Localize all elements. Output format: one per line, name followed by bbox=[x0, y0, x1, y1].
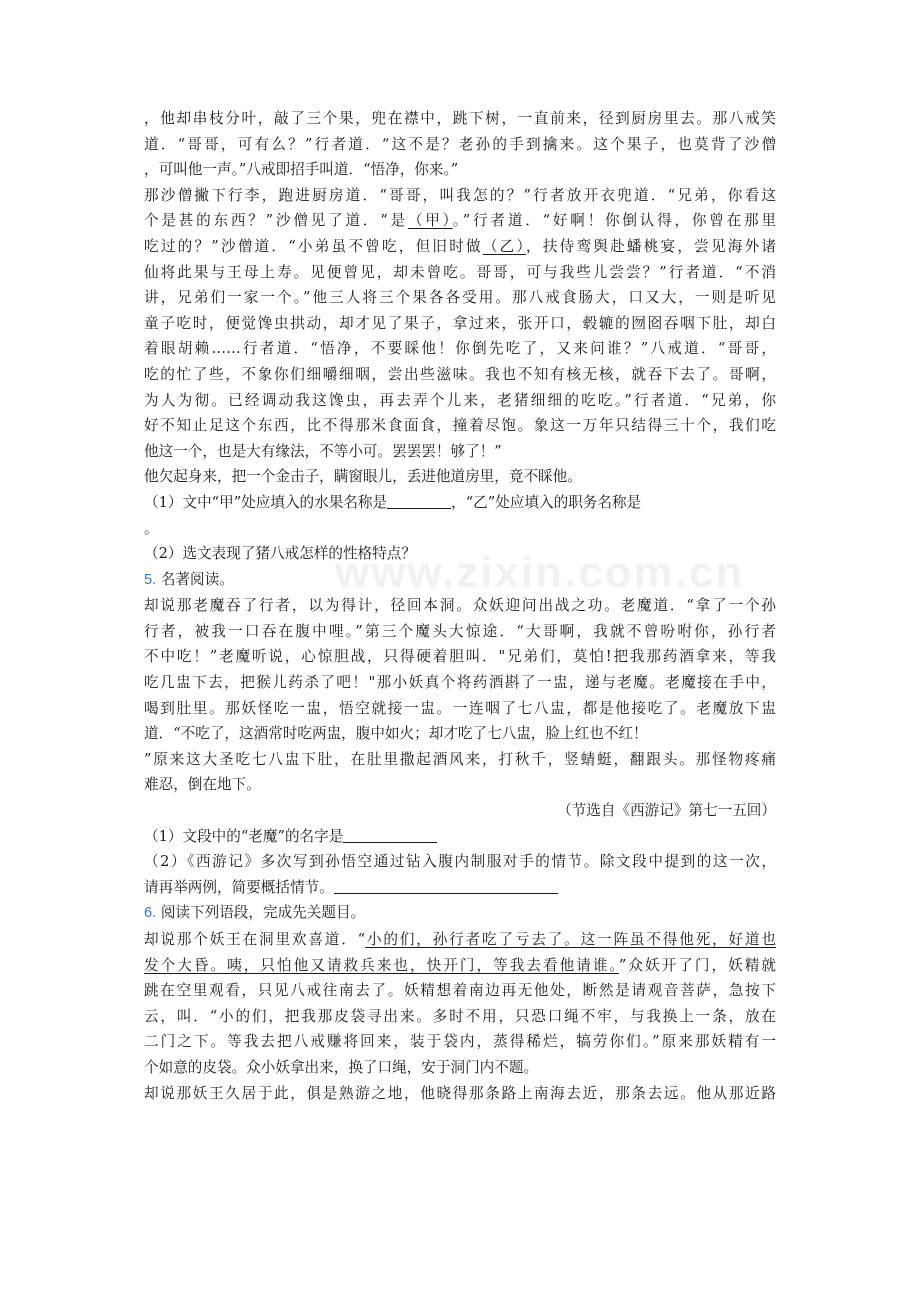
passage-line: 仙将此果与王母上寿。见便曾见，却未曾吃。哥哥，可与我些儿尝尝？”行者道．“不消 bbox=[144, 263, 776, 281]
passage-line: 他这一个，也是大有缘法，不等小可。罢罢罢！够了！” bbox=[144, 442, 502, 460]
watermark-text: www.zixin.com.cn bbox=[335, 548, 745, 597]
text-segment: 却说那个妖王在洞里欢喜道．“ bbox=[144, 931, 366, 948]
question-5-2-cont bbox=[144, 875, 776, 901]
passage-line: ，可叫他一声。”八戒即招手叫道．“悟净，你来。” bbox=[144, 161, 459, 179]
section-title: 阅读下列语段，完成先关题目。 bbox=[160, 904, 366, 922]
passage-line: 道．“哥哥，可有么？”行者道．“这不是？老孙的手到擒来。这个果子，也莫背了沙僧 bbox=[144, 135, 776, 153]
text-segment: 吃过的？”沙僧道．“小弟虽不曾吃，但旧时做 bbox=[144, 237, 483, 255]
passage-line: 行者，被我一口吞在腹中哩。”第三个魔头大惊途．“大哥啊，我就不曾吩咐你，孙行者 bbox=[144, 622, 776, 640]
answer-blank[interactable] bbox=[387, 492, 451, 509]
passage-line: 喝到肚里。那妖怪吃一盅，悟空就接一盅。一连咽了七八盅，都是他接吃了。老魔放下盅 bbox=[144, 699, 776, 717]
question-text: 请再举两例，简要概括情节。 bbox=[144, 878, 334, 896]
underlined-text: 小的们，孙行者吃了亏去了。这一阵虽不得他死，好道也 bbox=[365, 931, 776, 948]
question-5-1 bbox=[144, 824, 776, 850]
passage-line: 讲，兄弟们一家一个。”他三人将三个果各各受用。那八戒食肠大，口又大，一则是听见 bbox=[144, 289, 776, 307]
passage-line bbox=[144, 208, 776, 234]
passage-line: 那沙僧撇下行李，跑进厨房道．“哥哥，叫我怎的？”行者放开衣兜道．“兄弟，你看这 bbox=[144, 186, 776, 204]
passage-line bbox=[144, 927, 776, 953]
section-6 bbox=[144, 900, 776, 1106]
section-number: 6. bbox=[144, 905, 157, 922]
text-segment: 。”行者道．“好啊！你倒认得，你曾在那里 bbox=[452, 212, 777, 230]
question-4-1 bbox=[144, 490, 776, 516]
question-text: （1）文中“甲”处应填入的水果名称是 bbox=[144, 493, 388, 511]
passage-4 bbox=[144, 106, 776, 567]
passage-line: 却说那老魔吞了行者，以为得计，径回本洞。众妖迎问出战之功。老魔道．“拿了一个孙 bbox=[144, 597, 776, 615]
blank-jia: （甲） bbox=[407, 212, 453, 230]
document-page bbox=[144, 106, 776, 1106]
passage-line: 难忍，倒在地下。 bbox=[144, 776, 261, 794]
text-segment: 个是甚的东西？”沙僧见了道．“是 bbox=[144, 212, 408, 230]
passage-line: 吃的忙了些，不象你们细嚼细咽，尝出些滋味。我也不知有核无核，就吞下去了。哥啊， bbox=[144, 365, 776, 383]
section-heading bbox=[144, 567, 776, 594]
answer-blank[interactable] bbox=[334, 877, 558, 894]
question-4-2: （2）选文表现了猪八戒怎样的性格特点？ bbox=[144, 545, 416, 563]
blank-yi: （乙） bbox=[482, 237, 526, 255]
underlined-text: 发个大昏。咦，只怕他又请救兵来也，快开门，等我去看他请谁。 bbox=[144, 956, 619, 974]
passage-line: 为人为彻。已经调动我这馋虫，再去弄个儿来，老猪细细的吃吃。”行者道．“兄弟，你 bbox=[144, 391, 776, 409]
passage-line: 好不知止足这个东西，比不得那米食面食，撞着尽饱。象这一万年只结得三十个，我们吃 bbox=[144, 417, 776, 435]
section-title: 名著阅读。 bbox=[160, 570, 234, 588]
answer-blank[interactable] bbox=[343, 826, 437, 843]
passage-line: 却说那妖王久居于此，俱是熟游之地，他晓得那条路上南海去近，那条去远。他从那近路 bbox=[144, 1084, 776, 1102]
passage-line: 他欠起身来，把一个金击子，瞒窗眼儿，丢进他道房里，竟不睬他。 bbox=[144, 468, 582, 486]
text-segment: ，扶侍鸾舆赴蟠桃宴，尝见海外诸 bbox=[526, 237, 776, 255]
passage-line bbox=[144, 953, 776, 979]
question-4-1-end: 。 bbox=[144, 519, 159, 537]
passage-line: 着眼胡赖……行者道．“悟净，不要睬他！你倒先吃了，又来问谁？”八戒道．“哥哥， bbox=[144, 340, 776, 358]
passage-line: 道．“不吃了，这酒常时吃两盅，腹中如火；却才吃了七八盅，脸上红也不红！ bbox=[144, 725, 648, 743]
source-citation: （节选自《西游记》第七一五回） bbox=[557, 802, 776, 820]
text-segment: ”众妖开了门，妖精就 bbox=[618, 956, 776, 974]
question-5-2: （2）《西游记》多次写到孙悟空通过钻入腹内制服对手的情节。除文段中提到的这一次， bbox=[144, 853, 776, 871]
passage-line: 不中吃！”老魔听说，心惊胆战，只得硬着胆叫．"兄弟们，莫怕!把我那药酒拿来，等我 bbox=[144, 648, 776, 666]
section-heading bbox=[144, 900, 776, 927]
passage-line: 个如意的皮袋。众小妖拿出来，换了口绳，安于洞门内不题。 bbox=[144, 1058, 539, 1076]
passage-line: 吃几盅下去，把猴儿药杀了吧！"那小妖真个将药酒斟了一盅，递与老魔。老魔接在手中， bbox=[144, 674, 776, 692]
section-5 bbox=[144, 567, 776, 901]
passage-line bbox=[144, 234, 776, 260]
passage-line: ，他却串枝分叶，敲了三个果，兜在襟中，跳下树，一直前来，径到厨房里去。那八戒笑 bbox=[144, 110, 776, 127]
passage-line: 二门之下。等我去把八戒赚将回来，装于袋内，蒸得稀烂，犒劳你们。”原来那妖精有一 bbox=[144, 1033, 776, 1051]
passage-line: ”原来这大圣吃七八盅下肚，在肚里撒起酒风来，打秋千，竖蜻蜓，翻跟头。那怪物疼痛 bbox=[144, 750, 776, 768]
passage-line: 童子吃时，便觉馋虫拱动，却才见了果子，拿过来，张开口，毂辘的囫囵吞咽下肚，却白 bbox=[144, 314, 776, 332]
question-text: ，“乙”处应填入的职务名称是 bbox=[451, 493, 642, 511]
section-number: 5. bbox=[144, 571, 157, 588]
question-text: （1）文段中的“老魔”的名字是 bbox=[144, 827, 344, 845]
passage-line: 云，叫．“小的们，把我那皮袋寻出来。多时不用，只恐口绳不牢，与我换上一条，放在 bbox=[144, 1007, 776, 1025]
passage-line: 跳在空里观看，只见八戒往南去了。妖精想着南边再无他处，断然是请观音菩萨，急按下 bbox=[144, 982, 776, 1000]
